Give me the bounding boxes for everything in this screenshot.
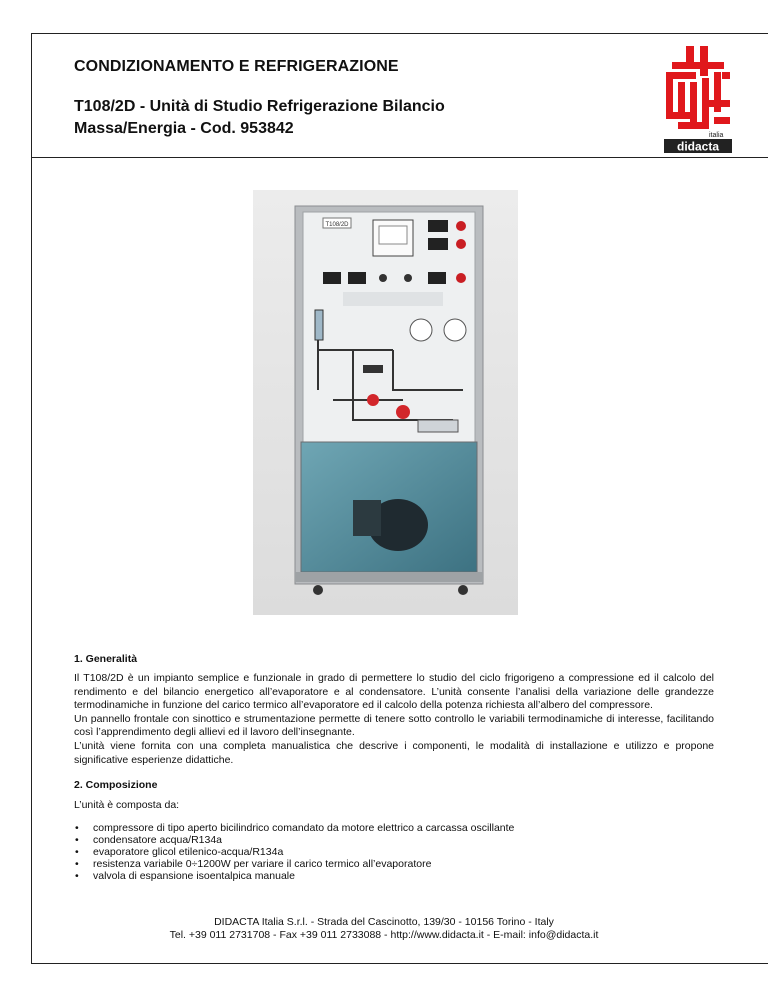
- section-1-heading: 1. Generalità: [74, 653, 138, 665]
- didacta-logo: [660, 42, 736, 156]
- page-title: CONDIZIONAMENTO E REFRIGERAZIONE: [74, 58, 399, 75]
- logo-didacta-text: didacta: [676, 139, 720, 154]
- section-1-body: [74, 672, 714, 767]
- section-1-paragraph: Un pannello frontale con sinottico e strumentazione permette di tenere sotto controllo le variabili termodinamiche di interesse, facilitando così l’apprendimento degli allievi ed il lavoro dell’insegnante.: [74, 712, 714, 739]
- logo-italia-text: italia: [709, 132, 724, 139]
- list-item: • valvola di espansione isoentalpica manuale: [75, 870, 295, 882]
- list-item: • resistenza variabile 0÷1200W per variare il carico termico all’evaporatore: [75, 858, 432, 870]
- composition-list: [74, 822, 514, 882]
- list-item: • evaporatore glicol etilenico-acqua/R134a: [75, 846, 284, 858]
- footer-contacts: Tel. +39 011 2731708 - Fax +39 011 2733088 - http://www.didacta.it - E-mail: info@didacta.it: [169, 929, 599, 941]
- section-1-paragraph: L’unità viene fornita con una completa manualistica che descrive i componenti, le modalità di installazione e utilizzo e propone significative esperienze didattiche.: [74, 739, 714, 766]
- header-divider: [31, 157, 768, 158]
- product-title-line-1: T108/2D - Unità di Studio Refrigerazione Bilancio: [74, 98, 445, 115]
- product-photo: [253, 190, 518, 615]
- bullet-icon: •: [75, 870, 79, 882]
- photo-panel-label: T108/2D: [325, 222, 349, 228]
- section-2-heading: 2. Composizione: [74, 779, 158, 791]
- bullet-icon: •: [75, 834, 79, 846]
- product-title-line-2: Massa/Energia - Cod. 953842: [74, 120, 294, 137]
- bullet-icon: •: [75, 822, 79, 834]
- bullet-icon: •: [75, 858, 79, 870]
- product-title: [74, 96, 594, 140]
- footer-address: DIDACTA Italia S.r.l. - Strada del Cascinotto, 139/30 - 10156 Torino - Italy: [214, 916, 554, 928]
- list-item: • condensatore acqua/R134a: [75, 834, 223, 846]
- bullet-icon: •: [75, 846, 79, 858]
- section-1-paragraph: Il T108/2D è un impianto semplice e funzionale in grado di permettere lo studio del ciclo frigorigeno a compressione ed il calcolo del rendimento e del bilancio energetico all’evaporatore e al condensatore. L’unità consente l’analisi della variazione delle grandezze termodinamiche in funzione del carico termico all’evaporatore ed il calcolo della potenza richiesta all’albero del compressore.: [74, 672, 714, 712]
- section-2-intro: L’unità è composta da:: [74, 799, 180, 811]
- list-item: • compressore di tipo aperto bicilindrico comandato da motore elettrico a carcassa oscillante: [75, 822, 515, 834]
